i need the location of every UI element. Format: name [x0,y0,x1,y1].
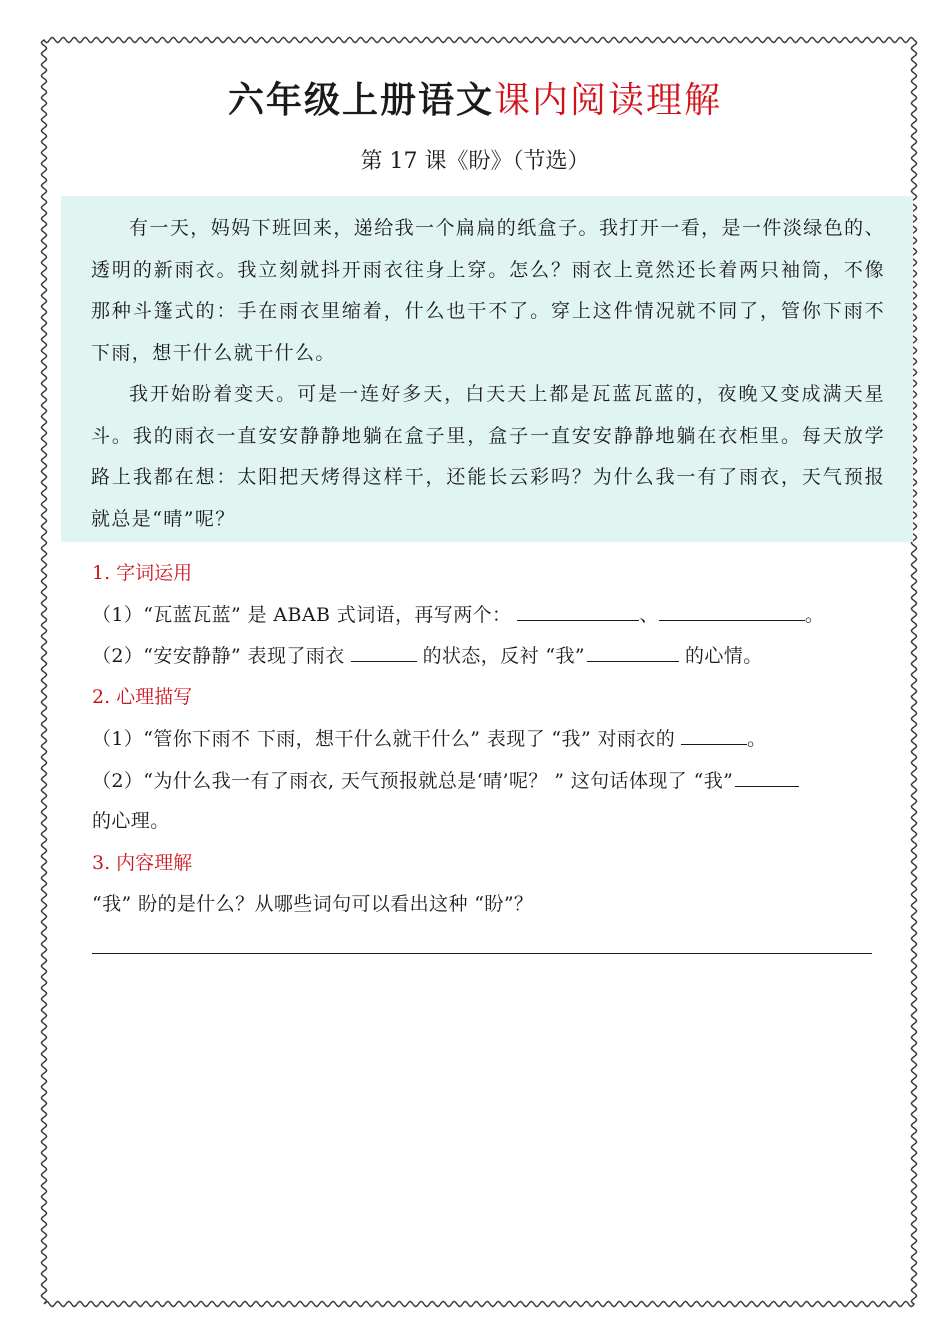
question-2-1-text: （1）“管你下雨不 下雨，想干什么就干什么” 表现了 “我” 对雨衣的 [92,728,676,750]
answer-line-3[interactable] [92,953,872,954]
passage-paragraph-1: 有一天，妈妈下班回来，递给我一个扁扁的纸盒子。我打开一看，是一件淡绿色的、透明的新雨衣。我立刻就抖开雨衣往身上穿。怎么？雨衣上竟然还长着两只袖筒，不像那种斗篷式的：手在雨衣里缩着，什么也干不了。穿上这件情况就不同了，管你下雨不 下雨，想干什么就干什么。 [91,217,885,364]
page-title [0,76,950,125]
question-1-1 [92,600,896,629]
question-1-2 [92,641,896,670]
question-2-2-text: （2）“为什么我一有了雨衣, 天气预报就总是‘晴’呢？ ” 这句话体现了 “我” [92,770,734,792]
reading-passage [61,196,913,542]
question-2-1-end: 。 [747,728,767,750]
answer-blank-2-2[interactable] [735,766,799,787]
question-2-2-continued: 的心理。 [92,810,170,832]
section-heading-psychology: 2. 心理描写 [92,686,193,708]
answer-blank-2-1[interactable] [681,724,747,745]
question-2-2 [92,766,896,795]
answer-blank-1-2b[interactable] [587,641,679,662]
question-1-2-text-b: 的状态，反衬 “我” [422,645,586,667]
question-1-1-text: （1）“瓦蓝瓦蓝” 是 ABAB 式词语，再写两个： [92,604,512,626]
lesson-subtitle: 第 17 课《盼》（节选） [360,149,590,174]
answer-blank-1-1a[interactable] [517,600,639,621]
title-highlight: 课内阅读理解 [494,80,723,121]
answer-blank-1-2a[interactable] [351,641,417,662]
question-3-1: “我” 盼的是什么？从哪些词句可以看出这种 “盼”？ [92,893,534,915]
question-2-1 [92,724,896,753]
answer-blank-1-1b[interactable] [659,600,805,621]
passage-paragraph-2: 我开始盼着变天。可是一连好多天，白天天上都是瓦蓝瓦蓝的，夜晚又变成满天星斗。我的雨衣一直安安静静地躺在盒子里，盒子一直安安静静地躺在衣柜里。每天放学路上我都在想：太阳把天烤得这样干，还能长云彩吗？为什么我一有了雨衣，天气预报就总是“晴”呢？ [91,383,885,530]
section-heading-content: 3. 内容理解 [92,852,193,874]
question-1-1-end: 。 [804,604,825,626]
title-prefix: 六年级上册语文 [227,79,494,121]
section-heading-vocabulary: 1. 字词运用 [92,562,193,584]
question-1-2-text-c: 的心情。 [685,645,763,667]
question-1-2-text-a: （2）“安安静静” 表现了雨衣 [92,645,345,667]
question-1-1-separator: 、 [639,604,659,626]
